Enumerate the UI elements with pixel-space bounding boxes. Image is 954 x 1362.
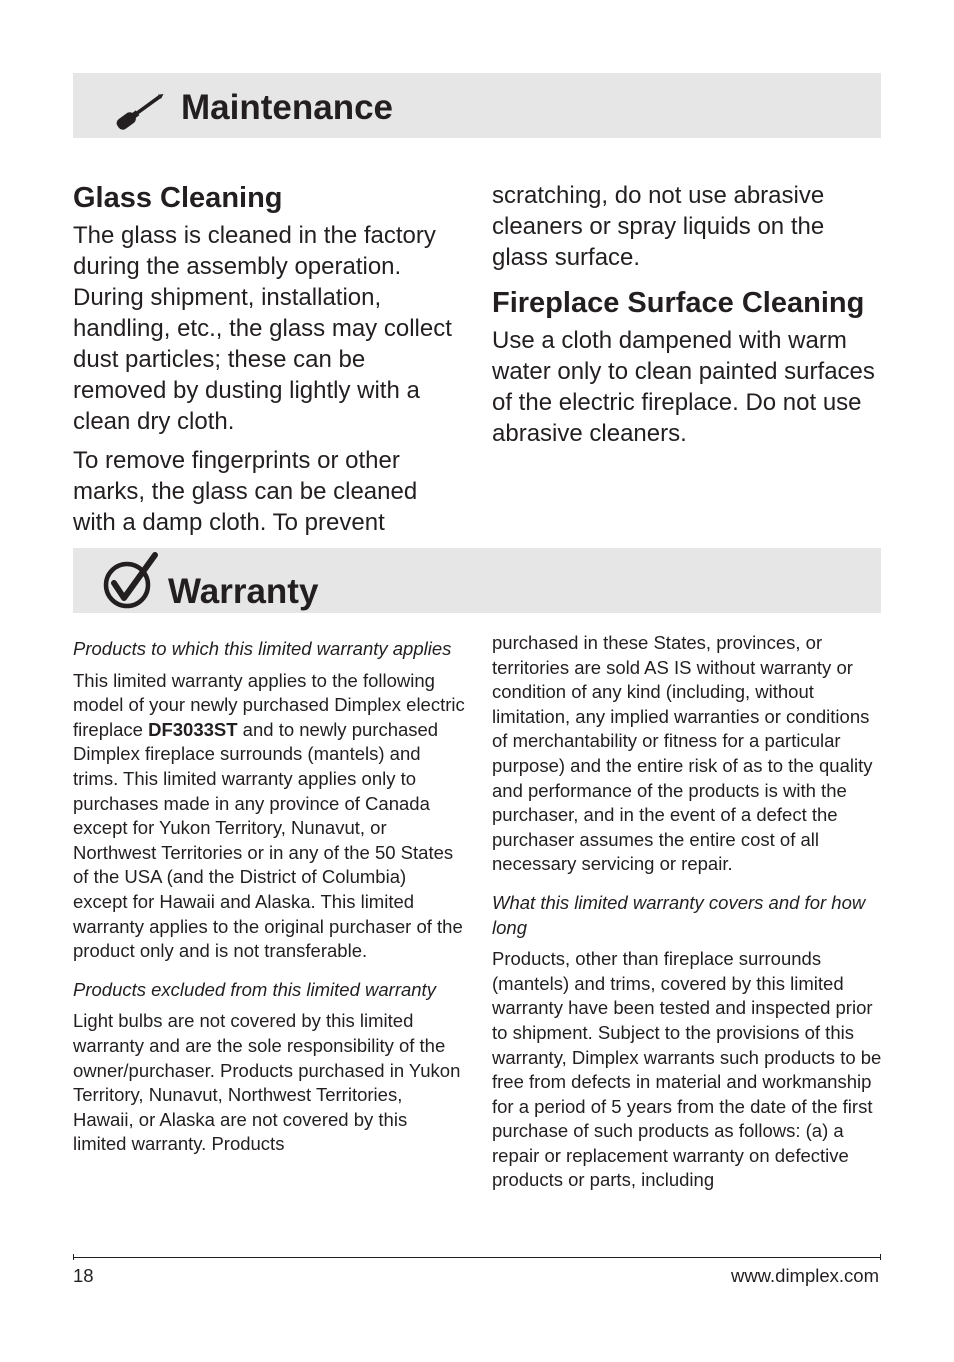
warranty-covers-heading: What this limited warranty covers and for how long (492, 891, 866, 938)
warranty-applies-paragraph: This limited warranty applies to the following model of your newly purchased Dimplex electric fireplace DF3033ST and to newly purchased Dimplex fireplace surrounds (mantels) and trims. This limited warranty applies only to purchases made in any province of Canada except for Yukon Territory, Nunavut, or Northwest Territories or in any of the 50 States of the USA (and the District of Columbia) except for Hawaii and Alaska. This limited warranty applies to the original purchaser of the product only and is not transferable. (73, 669, 465, 962)
warranty-right-column (492, 631, 884, 1202)
page-number: 18 (73, 1265, 94, 1286)
warranty-applies-heading: Products to which this limited warranty applies (73, 638, 452, 659)
glass-cleaning-paragraph-1: The glass is cleaned in the factory during the assembly operation. During shipment, installation, handling, etc., the glass may collect dust particles; these can be removed by dusting lightly with a clean dry cloth. (73, 222, 452, 435)
model-number: DF3033ST (148, 718, 238, 740)
footer-rule-tick-right (880, 1254, 881, 1260)
glass-cleaning-heading: Glass Cleaning (73, 182, 283, 214)
glass-cleaning-paragraph-2-continued: scratching, do not use abrasive cleaners or spray liquids on the glass surface. (492, 182, 825, 271)
maintenance-title: Maintenance (181, 88, 393, 127)
warranty-header-band (73, 548, 881, 613)
warranty-title: Warranty (168, 572, 319, 611)
screwdriver-icon (113, 87, 167, 140)
warranty-excluded-paragraph-continued: purchased in these States, provinces, or territories are sold AS IS without warranty or condition of any kind (including, without limitation, any implied warranties or conditions of merchantability or fitness for a particular purpose) and the entire risk of as to the quality and performance of the products is with the purchaser, and in the event of a defect the purchaser assumes the entire cost of all necessary servicing or repair. (492, 632, 873, 875)
fireplace-surface-heading: Fireplace Surface Cleaning (492, 287, 865, 319)
warranty-excluded-paragraph: Light bulbs are not covered by this limited warranty and are the sole responsibility of the owner/purchaser. Products purchased in Yukon Territory, Nunavut, Northwest Territories, Hawaii, or Alaska are not covered by this limited warranty. Products (73, 1010, 461, 1155)
maintenance-right-column (492, 180, 884, 457)
fireplace-surface-paragraph: Use a cloth dampened with warm water only to clean painted surfaces of the electric fireplace. Do not use abrasive cleaners. (492, 327, 875, 447)
maintenance-header-band (73, 73, 881, 138)
footer-url: www.dimplex.com (730, 1265, 879, 1286)
footer-rule-tick-left (73, 1254, 74, 1260)
footer-rule (73, 1257, 881, 1258)
warranty-excluded-heading: Products excluded from this limited warranty (73, 978, 436, 1000)
maintenance-left-column (73, 180, 465, 546)
glass-cleaning-paragraph-2: To remove fingerprints or other marks, the glass can be cleaned with a damp cloth. To prevent (73, 447, 418, 536)
warranty-left-column (73, 637, 465, 1166)
checkmark-circle-icon (101, 552, 161, 617)
warranty-covers-paragraph: Products, other than fireplace surrounds (mantels) and trims, covered by this limited warranty have been tested and inspected prior to shipment. Subject to the provisions of this warranty, Dimplex warrants such products to be free from defects in material and workmanship for a period of 5 years from the date of the first purchase of such products as follows: (a) a repair or replacement warranty on defective products or parts, including (492, 948, 882, 1191)
